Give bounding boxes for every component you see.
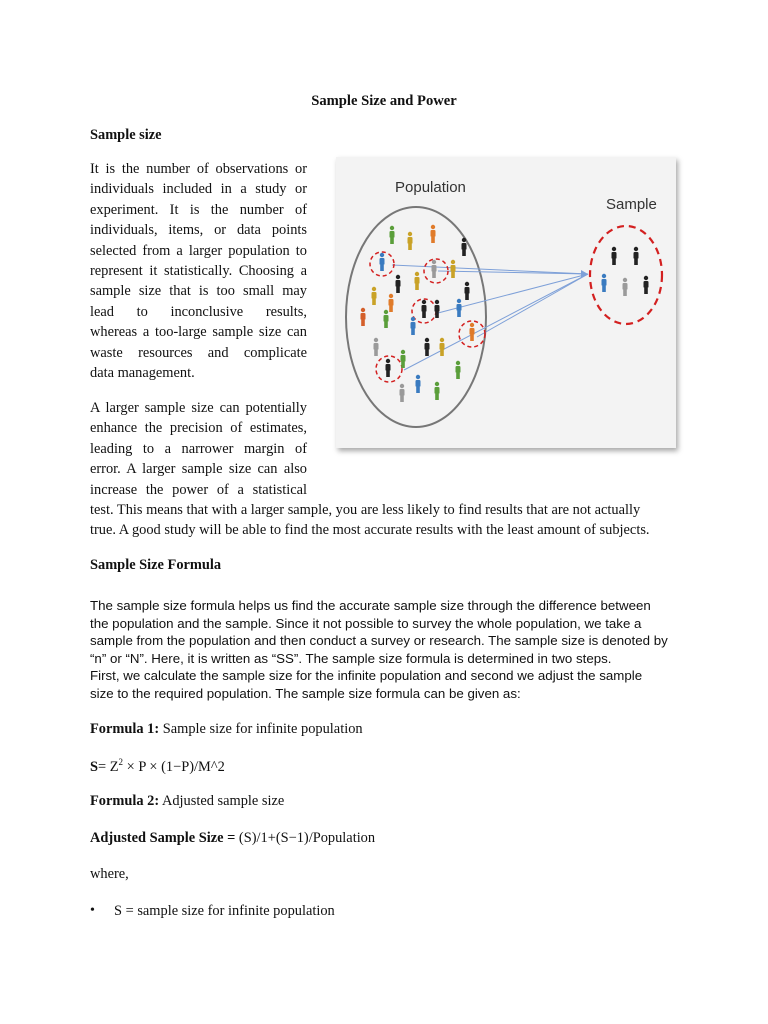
formula-s-part1: = Z [98, 758, 119, 775]
text-line: experiment. It is the number of [90, 201, 307, 218]
person-icon [384, 310, 389, 328]
paragraph-sample-size-definition [90, 159, 307, 383]
text-line: A larger sample size can potentially [90, 400, 307, 416]
text-line: The sample size formula helps us find the accurate sample size through the difference between [90, 598, 651, 613]
text-line: whereas a too-large sample size can [90, 324, 307, 341]
text-line: leading to a narrower margin of [90, 440, 307, 457]
text-line: represent it statistically. Choosing a [90, 263, 307, 280]
person-icon [390, 226, 395, 244]
text-line: the population and the sample. Since it not possible to survey the whole population, we take a [90, 615, 642, 631]
text-line: individuals, items, or data points [90, 222, 307, 239]
formula-1-label: Formula 1: [90, 721, 160, 737]
text-line: true. A good study will be able to find the most accurate results with the least amount of subjects. [90, 522, 650, 539]
people-figures [361, 225, 649, 402]
bullet-dot: • [90, 903, 95, 918]
person-icon [400, 384, 405, 402]
text-line: data management. [90, 365, 195, 382]
text-line: size to the required population. The sample size formula can be given as: [90, 685, 521, 701]
person-icon [470, 323, 475, 341]
person-icon [361, 308, 366, 326]
text-line: sample from the population and then conduct a survey or research. The sample size is denoted by [90, 633, 668, 649]
adjusted-sample-size-line [90, 830, 375, 847]
text-line: selected from a larger population to [90, 242, 307, 259]
selection-arrows [392, 265, 588, 370]
person-icon [465, 282, 470, 300]
paragraph-formula-intro [90, 597, 690, 703]
formula-1-line [90, 721, 363, 738]
formula-s-superscript: 2 [118, 757, 124, 767]
text-line: First, we calculate the sample size for the infinite population and second we adjust the sample [90, 668, 643, 684]
person-icon [389, 294, 394, 312]
person-icon [396, 275, 401, 293]
formula-s-part2: × P × (1−P)/M^2 [123, 758, 225, 775]
person-icon [623, 278, 628, 296]
population-sample-figure [336, 157, 676, 448]
paragraph-larger-sample [90, 398, 307, 500]
bullet-item: S = sample size for infinite population [114, 903, 335, 919]
text-line: increase the power of a statistical [90, 481, 307, 498]
formula-s-line [90, 757, 225, 776]
arrow-line [404, 274, 588, 370]
formula-1-text: Sample size for infinite population [159, 721, 363, 737]
formula-2-label: Formula 2: [90, 793, 160, 809]
person-icon [386, 359, 391, 377]
person-icon [432, 260, 437, 278]
person-icon [415, 272, 420, 290]
population-label: Population [395, 179, 466, 196]
arrow-head [581, 270, 588, 278]
where-text: where, [90, 866, 129, 882]
person-icon [634, 247, 639, 265]
formula-2-line [90, 793, 284, 810]
page-title: Sample Size and Power [311, 93, 457, 109]
person-icon [431, 225, 436, 243]
population-sample-diagram [336, 157, 676, 448]
arrow-line [477, 274, 588, 337]
person-icon [425, 338, 430, 356]
person-icon [456, 361, 461, 379]
person-icon [435, 300, 440, 318]
text-line: It is the number of observations or [90, 161, 307, 177]
person-icon [612, 247, 617, 265]
formula-s-symbol: S [90, 758, 99, 775]
person-icon [416, 375, 421, 393]
text-line: test. This means that with a larger sample, you are less likely to find results that are not actually [90, 502, 641, 518]
person-icon [408, 232, 413, 250]
person-icon [374, 338, 379, 356]
arrow-line [392, 265, 588, 274]
text-line: error. A larger sample size can also [90, 461, 307, 478]
person-icon [602, 274, 607, 292]
person-icon [644, 276, 649, 294]
paragraph-larger-sample-continued [90, 500, 678, 541]
person-icon [462, 238, 467, 256]
sample-circle [590, 226, 662, 324]
person-icon [372, 287, 377, 305]
text-line: individuals included in a study or [90, 181, 307, 198]
text-line: sample size that is too small may [90, 283, 307, 300]
adjusted-sample-size-formula: (S)/1+(S−1)/Population [238, 830, 376, 846]
text-line: waste resources and complicate [90, 344, 307, 361]
person-icon [435, 382, 440, 400]
section-heading-sample-size-formula: Sample Size Formula [90, 557, 222, 573]
person-icon [457, 299, 462, 317]
person-icon [440, 338, 445, 356]
person-icon [380, 253, 385, 271]
person-icon [411, 317, 416, 335]
person-icon [451, 260, 456, 278]
sample-label: Sample [606, 196, 657, 213]
adjusted-sample-size-label: Adjusted Sample Size = [90, 830, 239, 846]
text-line: “n” or “N”. Here, it is written as “SS”. The sample size formula is determined in two steps. [90, 650, 612, 666]
person-icon [422, 300, 427, 318]
section-heading-sample-size: Sample size [90, 127, 162, 143]
text-line: enhance the precision of estimates, [90, 420, 307, 437]
text-line: lead to inconclusive results, [90, 303, 307, 320]
person-icon [401, 350, 406, 368]
formula-2-text: Adjusted sample size [159, 793, 285, 809]
